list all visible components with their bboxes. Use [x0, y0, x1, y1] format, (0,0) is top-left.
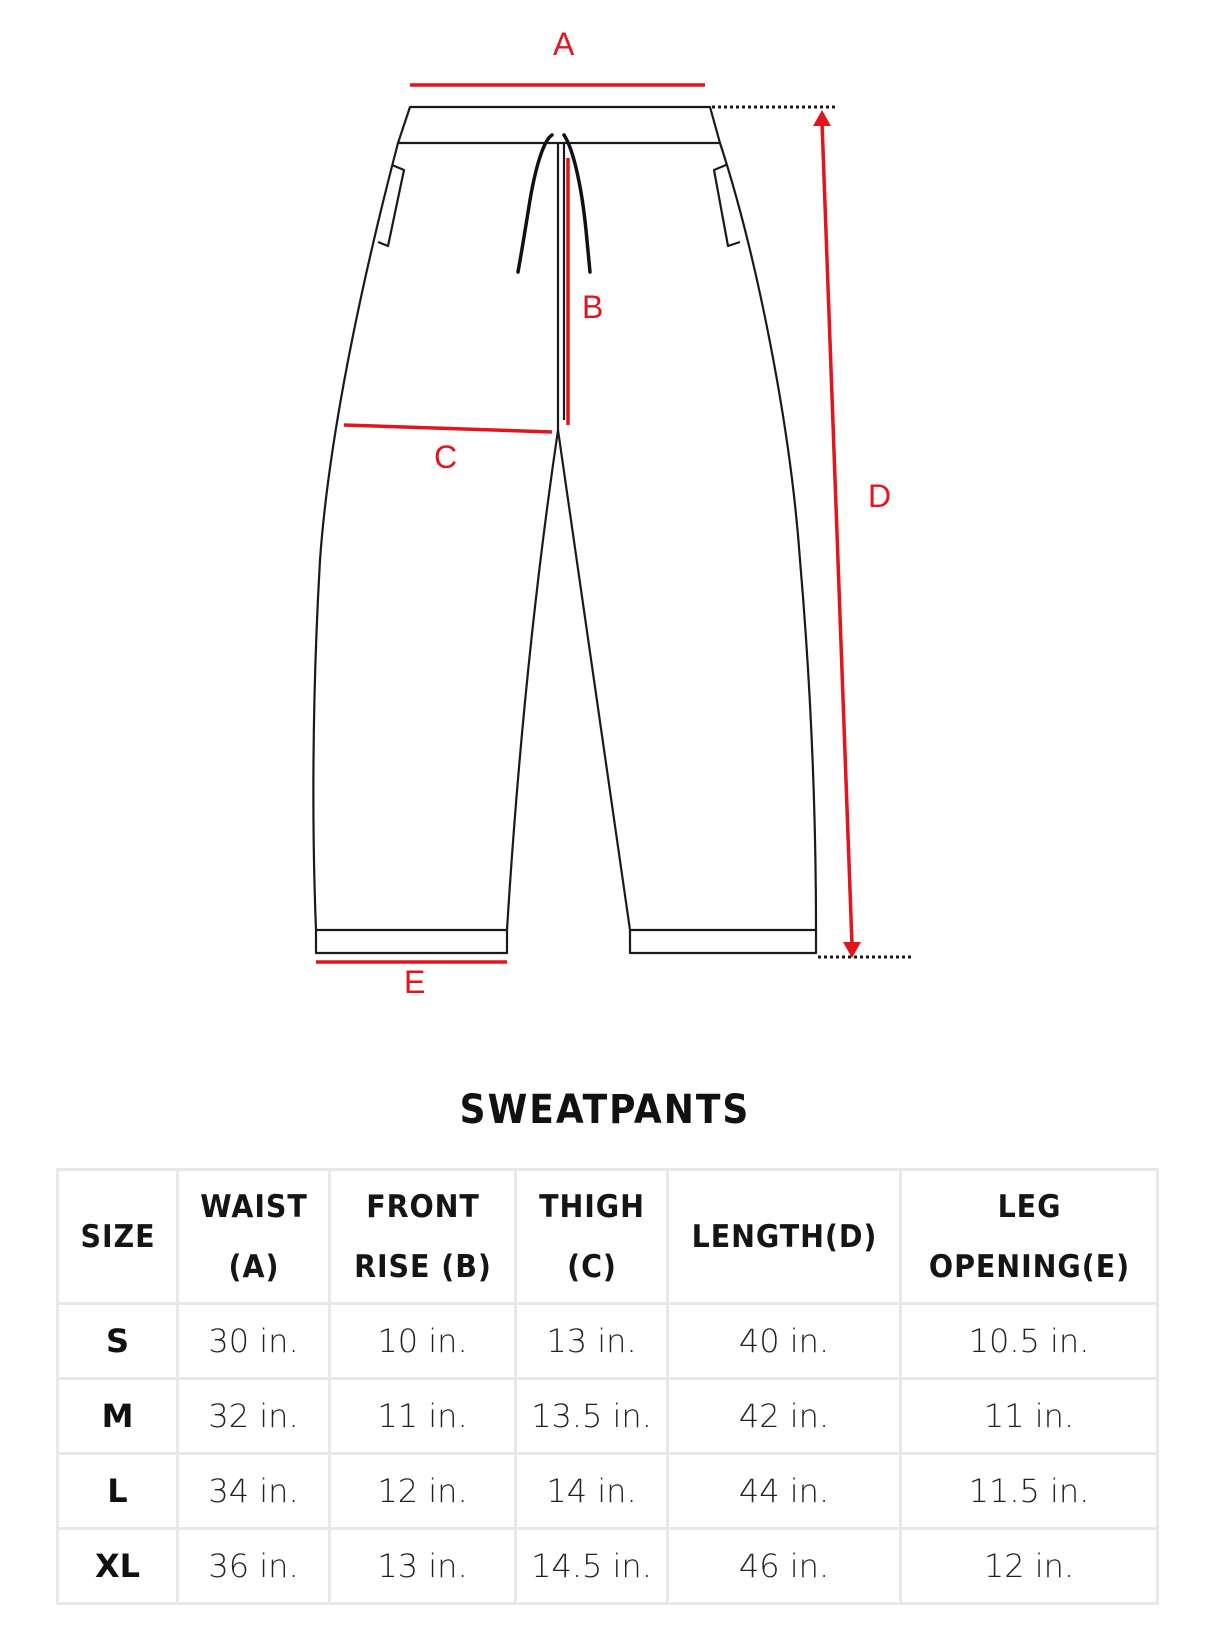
rise-cell: 13 in.	[330, 1529, 516, 1604]
thigh-cell: 13 in.	[516, 1304, 668, 1379]
length-cell: 44 in.	[668, 1454, 901, 1529]
rise-cell: 12 in.	[330, 1454, 516, 1529]
rise-cell: 10 in.	[330, 1304, 516, 1379]
table-row	[58, 1379, 1158, 1454]
table-row	[58, 1304, 1158, 1379]
size-chart-table	[56, 1168, 1159, 1605]
thigh-cell: 14.5 in.	[516, 1529, 668, 1604]
thigh-measure-line	[344, 425, 552, 432]
arrowhead-down	[843, 942, 861, 958]
length-measure-line	[822, 122, 852, 945]
waist-cell: 30 in.	[178, 1304, 330, 1379]
pants-outline	[313, 107, 816, 953]
header-size: SIZE	[62, 1170, 172, 1304]
opening-cell: 11 in.	[901, 1379, 1158, 1454]
table-row	[58, 1454, 1158, 1529]
dotted-guides	[712, 107, 912, 957]
length-cell: 40 in.	[668, 1304, 901, 1379]
drawstring	[518, 135, 590, 272]
label-a: A	[553, 26, 575, 62]
label-c: C	[434, 439, 458, 475]
label-d: D	[868, 478, 892, 514]
thigh-cell: 14 in.	[516, 1454, 668, 1529]
length-cell: 42 in.	[668, 1379, 901, 1454]
header-front-rise: FRONT RISE (B)	[337, 1170, 508, 1304]
left-cuff	[316, 930, 507, 953]
rise-cell: 11 in.	[330, 1379, 516, 1454]
opening-cell: 10.5 in.	[901, 1304, 1158, 1379]
right-pocket	[714, 165, 740, 246]
header-length: LENGTH(D)	[677, 1170, 891, 1304]
opening-cell: 12 in.	[901, 1529, 1158, 1604]
label-b: B	[582, 289, 604, 325]
waist-cell: 32 in.	[178, 1379, 330, 1454]
arrowhead-up	[813, 110, 831, 126]
size-cell: XL	[58, 1529, 178, 1604]
chart-title: SWEATPANTS	[459, 1087, 751, 1133]
right-cuff	[630, 930, 816, 953]
waist-cell: 36 in.	[178, 1529, 330, 1604]
header-thigh: THIGH (C)	[522, 1170, 662, 1304]
header-leg-opening: LEG OPENING(E)	[911, 1170, 1147, 1304]
header-waist: WAIST (A)	[184, 1170, 324, 1304]
table-header-row	[58, 1170, 1158, 1304]
center-seam	[558, 143, 564, 430]
table-row	[58, 1529, 1158, 1604]
opening-cell: 11.5 in.	[901, 1454, 1158, 1529]
size-cell: L	[58, 1454, 178, 1529]
waistband	[398, 107, 720, 143]
thigh-cell: 13.5 in.	[516, 1379, 668, 1454]
size-cell: S	[58, 1304, 178, 1379]
label-e: E	[404, 964, 426, 1000]
size-cell: M	[58, 1379, 178, 1454]
waist-cell: 34 in.	[178, 1454, 330, 1529]
length-cell: 46 in.	[668, 1529, 901, 1604]
